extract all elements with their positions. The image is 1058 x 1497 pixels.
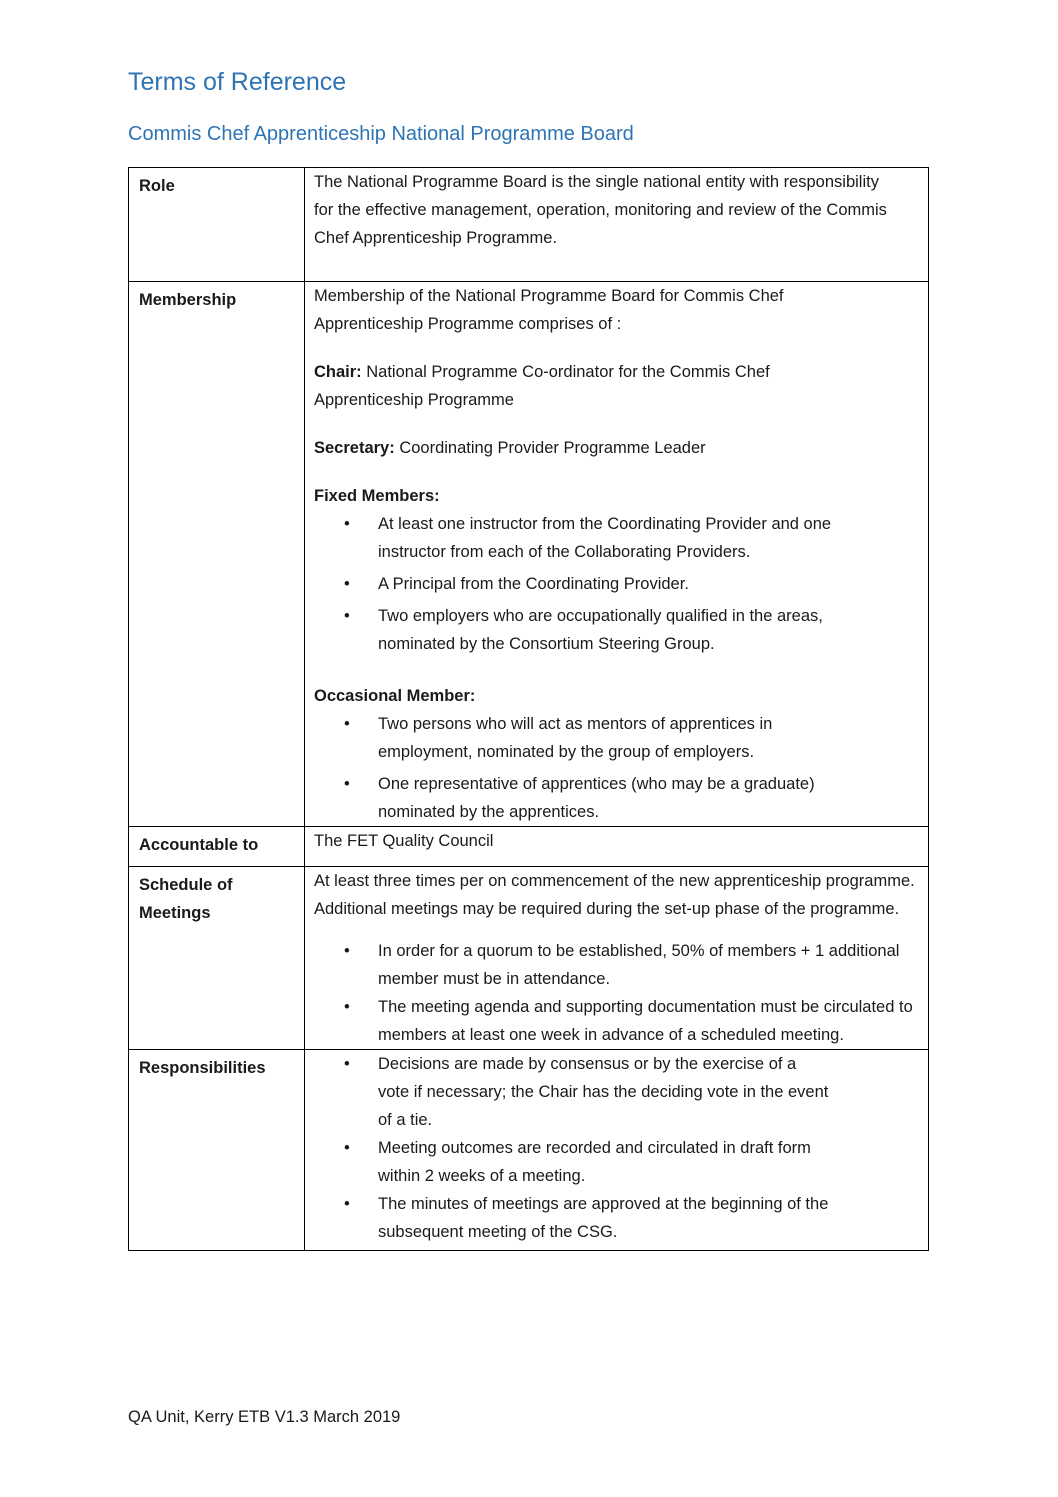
list-item: • At least one instructor from the Coordinating Provider and one instructor from each of the Collaborating Providers. <box>314 510 880 566</box>
bullet-icon: • <box>344 575 350 593</box>
list-item: • Decisions are made by consensus or by the exercise of a vote if necessary; the Chair has the deciding vote in the event of a tie. <box>314 1050 830 1134</box>
list-item: • The minutes of meetings are approved at the beginning of the subsequent meeting of the CSG. <box>314 1190 830 1246</box>
page-footer: QA Unit, Kerry ETB V1.3 March 2019 <box>128 1408 401 1426</box>
responsibilities-list <box>314 1050 920 1246</box>
chair-line <box>314 358 920 414</box>
page-subtitle: Commis Chef Apprenticeship National Programme Board <box>128 123 634 145</box>
row-label: Role <box>129 168 305 282</box>
accountable-text: The FET Quality Council <box>314 832 494 850</box>
row-content <box>305 827 929 867</box>
chair-text: National Programme Co-ordinator for the Commis Chef Apprenticeship Programme <box>314 363 770 409</box>
row-content <box>305 867 929 1050</box>
list-item: • The meeting agenda and supporting documentation must be circulated to members at least one week in advance of a scheduled meeting. <box>314 993 920 1049</box>
bullet-icon: • <box>344 1195 350 1213</box>
bullet-icon: • <box>344 998 350 1016</box>
list-item: • A Principal from the Coordinating Provider. <box>314 570 880 598</box>
table-row-schedule <box>129 867 929 1050</box>
row-label: Membership <box>129 282 305 827</box>
list-item: • Two persons who will act as mentors of apprentices in employment, nominated by the group of employers. <box>314 710 860 766</box>
bullet-icon: • <box>344 715 350 733</box>
chair-label: Chair: <box>314 363 362 381</box>
bullet-icon: • <box>344 775 350 793</box>
table-row-role <box>129 168 929 282</box>
row-content <box>305 282 929 827</box>
terms-table <box>128 167 929 1251</box>
table-row-accountable <box>129 827 929 867</box>
list-item: • Meeting outcomes are recorded and circulated in draft form within 2 weeks of a meeting. <box>314 1134 830 1190</box>
bullet-icon: • <box>344 515 350 533</box>
row-label: Accountable to <box>129 827 305 867</box>
list-item: • In order for a quorum to be established, 50% of members + 1 additional member must be in attendance. <box>314 937 920 993</box>
membership-intro: Membership of the National Programme Board for Commis Chef Apprenticeship Programme comprises of : <box>314 287 784 333</box>
row-label: Schedule of Meetings <box>129 867 305 1050</box>
page-title: Terms of Reference <box>128 68 347 96</box>
bullet-icon: • <box>344 607 350 625</box>
bullet-icon: • <box>344 1055 350 1073</box>
bullet-icon: • <box>344 1139 350 1157</box>
table-row-responsibilities <box>129 1050 929 1251</box>
secretary-label: Secretary: <box>314 439 395 457</box>
row-content <box>305 1050 929 1251</box>
secretary-line <box>314 434 920 462</box>
bullet-icon: • <box>344 942 350 960</box>
fixed-members-heading: Fixed Members: <box>314 487 440 505</box>
occasional-members-list <box>314 710 920 826</box>
secretary-text: Coordinating Provider Programme Leader <box>394 439 706 457</box>
list-item: • One representative of apprentices (who may be a graduate) nominated by the apprentices. <box>314 770 860 826</box>
role-text: The National Programme Board is the single national entity with responsibility for the effective management, operation, monitoring and review of the Commis Chef Apprenticeship Programme. <box>314 173 887 247</box>
list-item: • Two employers who are occupationally qualified in the areas, nominated by the Consortium Steering Group. <box>314 602 880 658</box>
occasional-member-heading: Occasional Member: <box>314 687 476 705</box>
row-content <box>305 168 929 282</box>
fixed-members-list <box>314 510 920 658</box>
schedule-text: At least three times per on commencement of the new apprenticeship programme. Additional meetings may be required during the set-up phase of the programme. <box>314 872 915 918</box>
table-row-membership <box>129 282 929 827</box>
schedule-list <box>314 937 920 1049</box>
row-label: Responsibilities <box>129 1050 305 1251</box>
